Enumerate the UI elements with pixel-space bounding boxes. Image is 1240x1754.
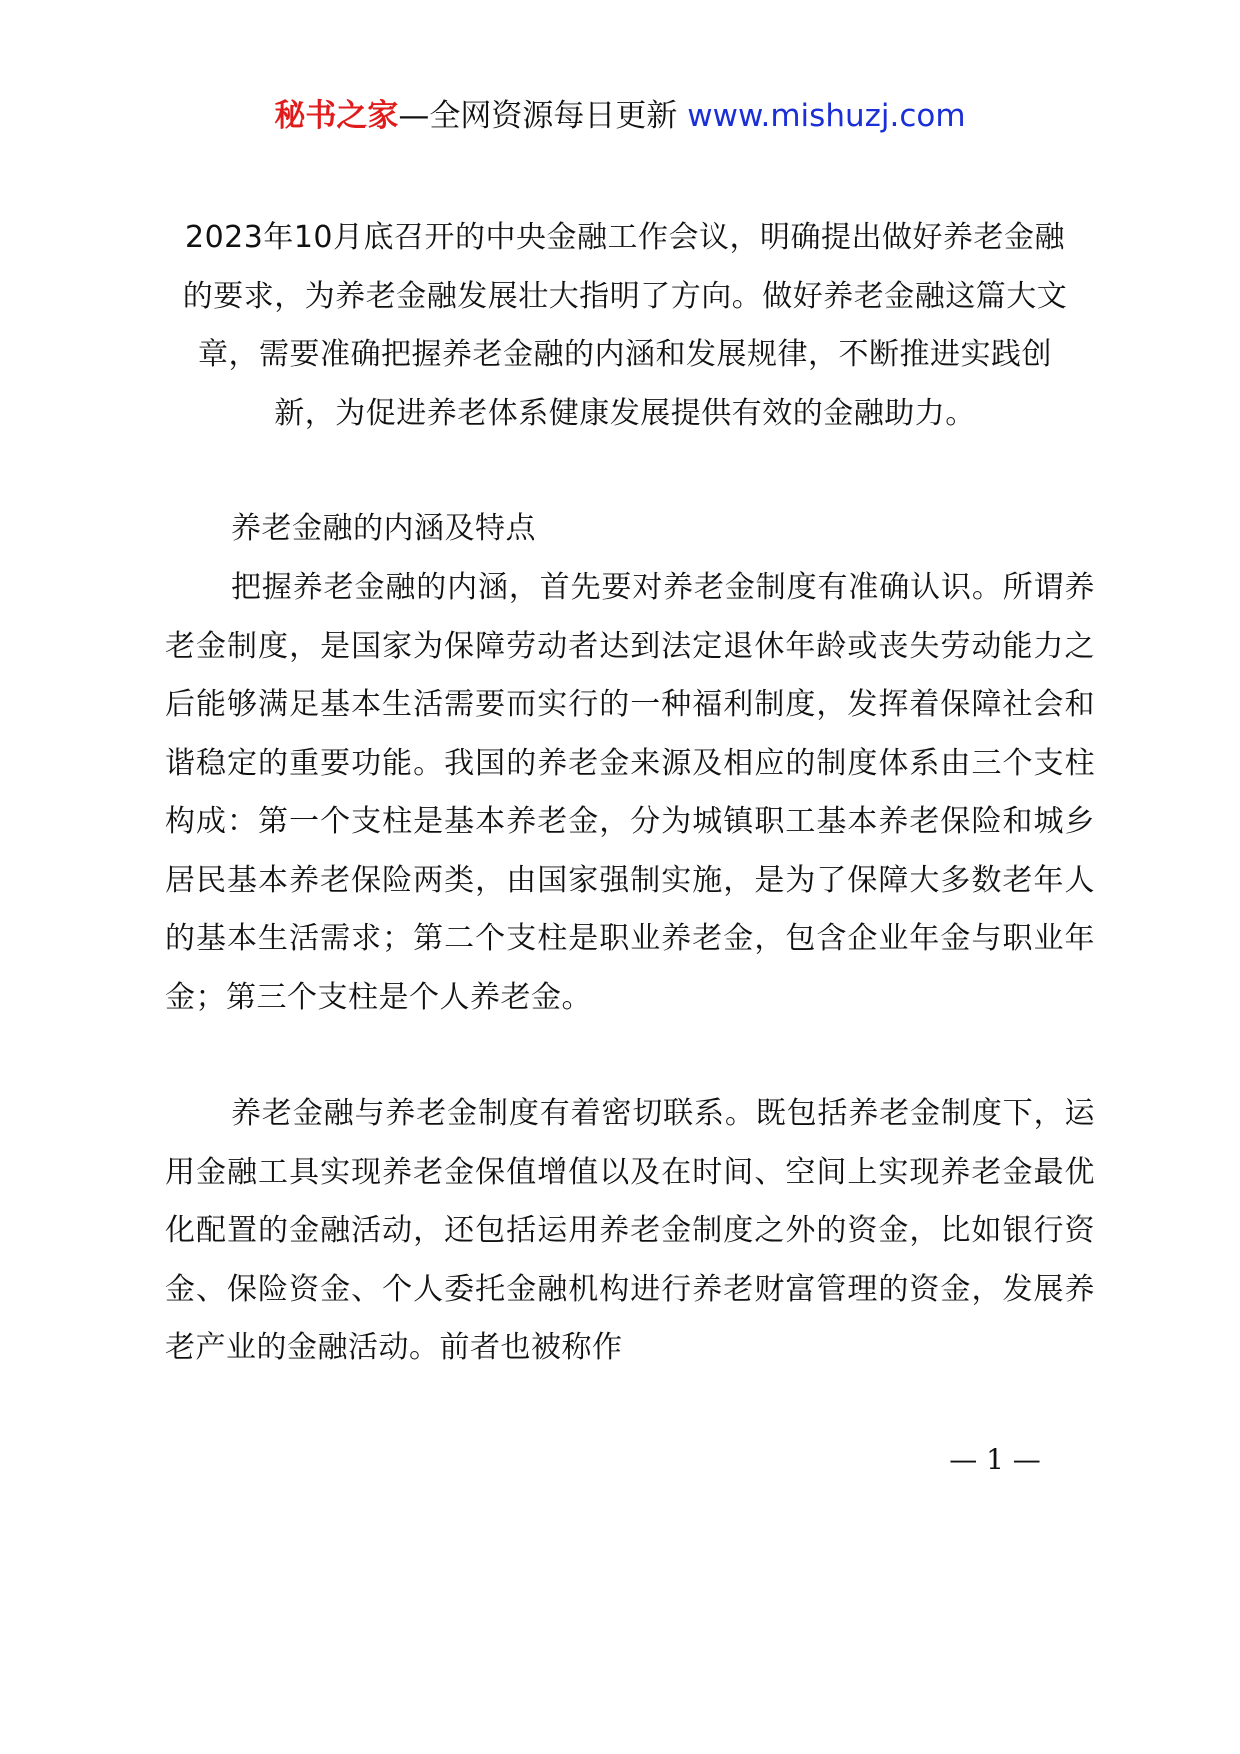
body-paragraph: 养老金融与养老金制度有着密切联系。既包括养老金制度下，运用金融工具实现养老金保值增值以及在时间、空间上实现养老金最优化配置的金融活动，还包括运用养老金制度之外的资金，比如银行资金、保险资金、个人委托金融机构进行养老财富管理的资金，发展养老产业的金融活动。前者也被称作 [165,1096,1095,1365]
brand-name: 秘书之家 [274,98,399,134]
site-header [0,96,1240,136]
section-heading: 养老金融的内涵及特点 [231,511,536,546]
header-tagline: —全网资源每日更新 [398,98,688,134]
body-paragraph: 把握养老金融的内涵，首先要对养老金制度有准确认识。所谓养老金制度，是国家为保障劳动者达到法定退休年龄或丧失劳动能力之后能够满足基本生活需要而实行的一种福利制度，发挥着保障社会和谐稳定的重要功能。我国的养老金来源及相应的制度体系由三个支柱构成：第一个支柱是基本养老金，分为城镇职工基本养老保险和城乡居民基本养老保险两类，由国家强制实施，是为了保障大多数老年人的基本生活需求；第二个支柱是职业养老金，包含企业年金与职业年金；第三个支柱是个人养老金。 [165,570,1095,1015]
intro-paragraph: 2023年10月底召开的中央金融工作会议，明确提出做好养老金融的要求，为养老金融发展壮大指明了方向。做好养老金融这篇大文章，需要准确把握养老金融的内涵和发展规律，不断推进实践创新，为促进养老体系健康发展提供有效的金融助力。 [182,220,1068,431]
page-number: — 1 — [949,1443,1041,1476]
site-url-link[interactable]: www.mishuzj.com [687,98,966,134]
